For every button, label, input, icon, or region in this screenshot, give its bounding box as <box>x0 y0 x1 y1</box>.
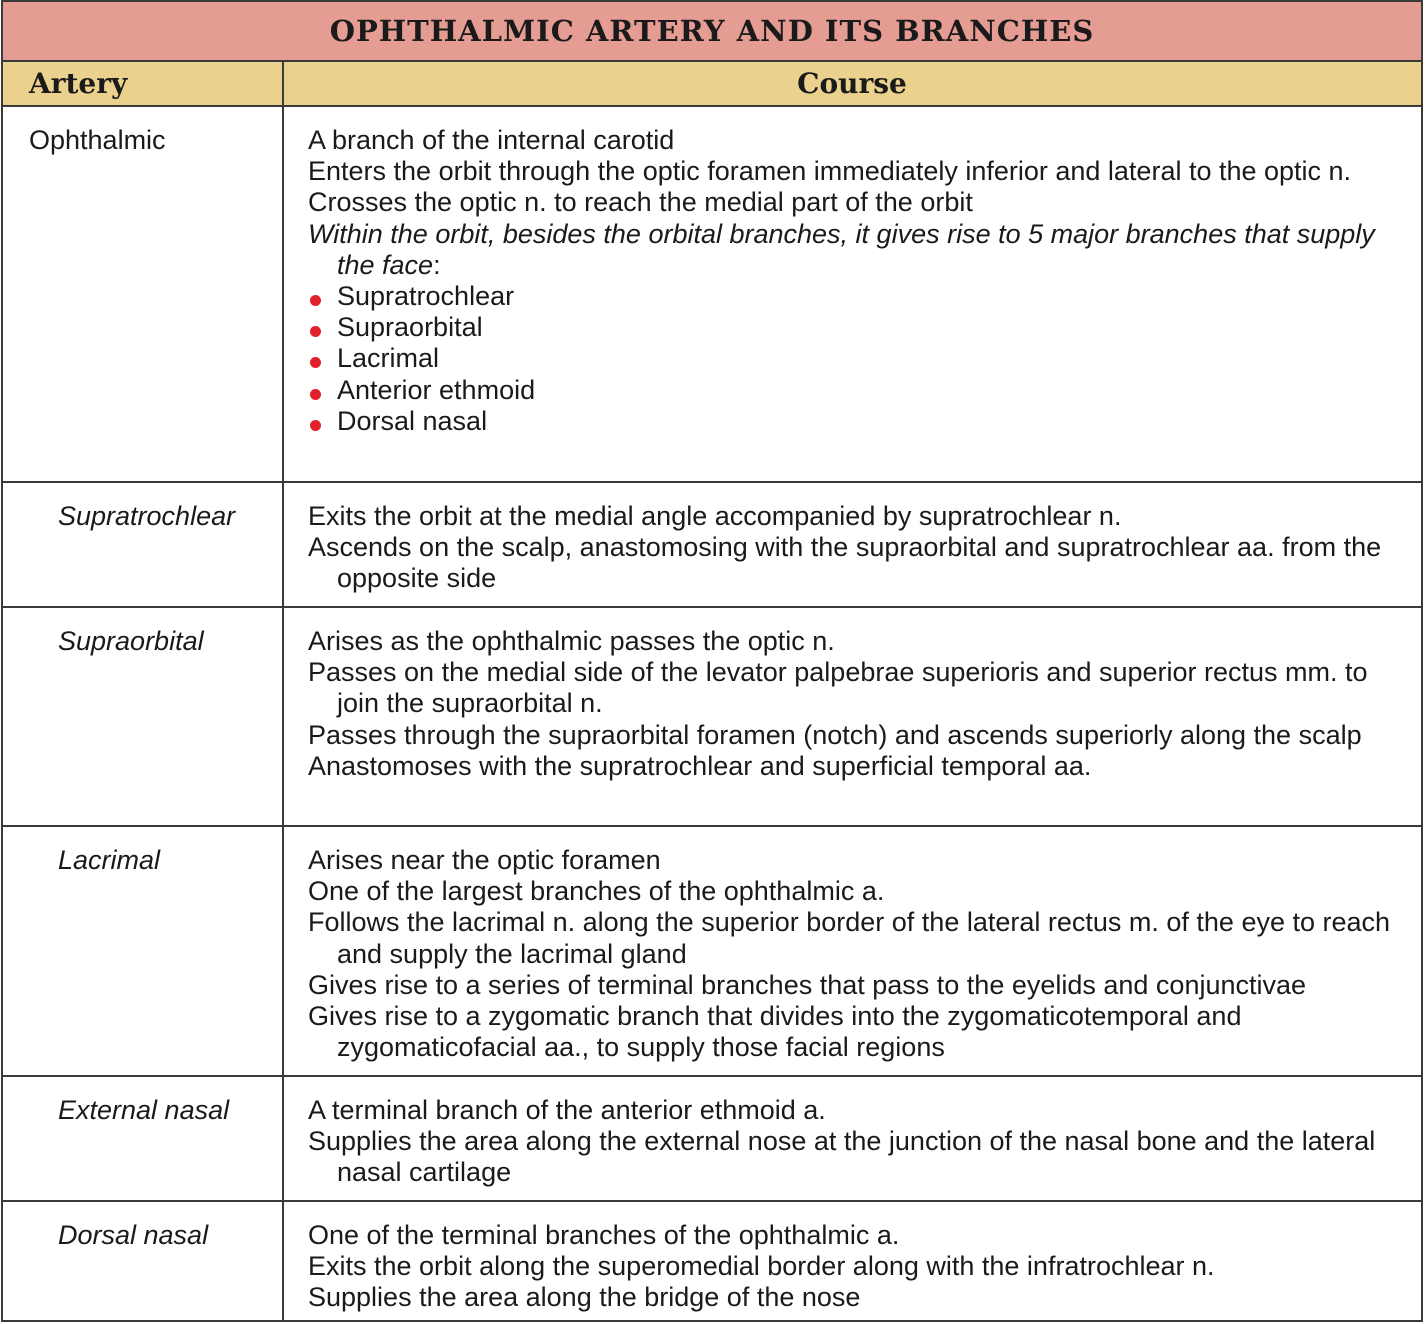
header-artery: Artery <box>29 67 128 100</box>
table-row-dorsal-nasal <box>3 1202 1421 1320</box>
course-line: Crosses the optic n. to reach the medial part of the orbit <box>308 187 973 218</box>
artery-name: Supratrochlear <box>58 501 236 531</box>
bullet-item <box>308 343 1397 374</box>
bullet-text: Anterior ethmoid <box>337 374 536 405</box>
bullet-item <box>308 375 1397 406</box>
course-line: Exits the orbit along the superomedial border along with the infratrochlear n. <box>308 1251 1215 1282</box>
course-cell <box>308 125 1397 437</box>
bullet-text: Supraorbital <box>337 312 483 343</box>
bullet-dot-icon <box>310 357 321 368</box>
bullet-dot-icon <box>310 420 321 431</box>
course-line: Enters the orbit through the optic foramen immediately inferior and lateral to the optic n. <box>308 156 1352 187</box>
bullet-item <box>308 406 1397 437</box>
course-line: One of the largest branches of the ophthalmic a. <box>308 876 885 907</box>
course-line: Follows the lacrimal n. along the superior border of the lateral rectus m. of the eye to reach and supply the lacrimal gland <box>308 907 1391 969</box>
course-line: Anastomoses with the supratrochlear and superficial temporal aa. <box>308 750 1092 781</box>
course-line: A terminal branch of the anterior ethmoid a. <box>308 1095 826 1125</box>
table-row-supratrochlear <box>3 483 1421 608</box>
italic-suffix: : <box>433 249 441 280</box>
header-course: Course <box>797 67 907 100</box>
table-row-supraorbital <box>3 608 1421 827</box>
bullet-dot-icon <box>310 326 321 337</box>
table-row-ophthalmic <box>3 107 1421 483</box>
course-line: Supplies the area along the bridge of the nose <box>308 1282 861 1313</box>
course-line: A branch of the internal carotid <box>308 125 675 155</box>
header-row <box>3 62 1421 107</box>
artery-name: Ophthalmic <box>29 125 166 155</box>
artery-name: External nasal <box>58 1095 230 1125</box>
course-line: One of the terminal branches of the ophthalmic a. <box>308 1220 900 1250</box>
course-line: Gives rise to a series of terminal branches that pass to the eyelids and conjunctivae <box>308 969 1307 1000</box>
artery-name: Lacrimal <box>58 845 161 875</box>
bullet-text: Dorsal nasal <box>337 405 488 436</box>
course-cell <box>308 626 1397 782</box>
bullet-dot-icon <box>310 389 321 400</box>
course-cell <box>308 1095 1397 1189</box>
table-title: OPHTHALMIC ARTERY AND ITS BRANCHES <box>3 2 1421 62</box>
course-line: Passes on the medial side of the levator palpebrae superioris and superior rectus mm. to join the supraorbital n. <box>308 657 1368 719</box>
course-cell <box>308 845 1397 1063</box>
course-line: Exits the orbit at the medial angle accompanied by supratrochlear n. <box>308 501 1122 531</box>
bullet-text: Lacrimal <box>337 343 440 374</box>
course-line: Ascends on the scalp, anastomosing with the supraorbital and supratrochlear aa. from the opposite side <box>308 532 1382 594</box>
course-line: Arises as the ophthalmic passes the optic n. <box>308 626 835 656</box>
bullet-item <box>308 312 1397 343</box>
course-line: Arises near the optic foramen <box>308 845 661 875</box>
course-cell <box>308 1220 1397 1314</box>
bullet-dot-icon <box>310 295 321 306</box>
table-row-lacrimal <box>3 827 1421 1077</box>
course-line: Supplies the area along the external nose at the junction of the nasal bone and the lateral nasal cartilage <box>308 1126 1376 1188</box>
course-cell <box>308 501 1397 595</box>
bullet-item <box>308 281 1397 312</box>
course-line: Passes through the supraorbital foramen (notch) and ascends superiorly along the scalp <box>308 719 1362 750</box>
table-row-external-nasal <box>3 1077 1421 1202</box>
italic-text: Within the orbit, besides the orbital branches, it gives rise to 5 major branches that supply the face <box>308 218 1375 280</box>
artery-name: Supraorbital <box>58 626 204 656</box>
bullet-text: Supratrochlear <box>337 281 515 312</box>
column-divider <box>282 62 284 1320</box>
artery-name: Dorsal nasal <box>58 1220 209 1250</box>
course-line-italic <box>308 219 1397 281</box>
course-line: Gives rise to a zygomatic branch that divides into the zygomaticotemporal and zygomaticofacial aa., to supply those facial regions <box>308 1001 1242 1063</box>
arteries-table <box>1 0 1423 1322</box>
